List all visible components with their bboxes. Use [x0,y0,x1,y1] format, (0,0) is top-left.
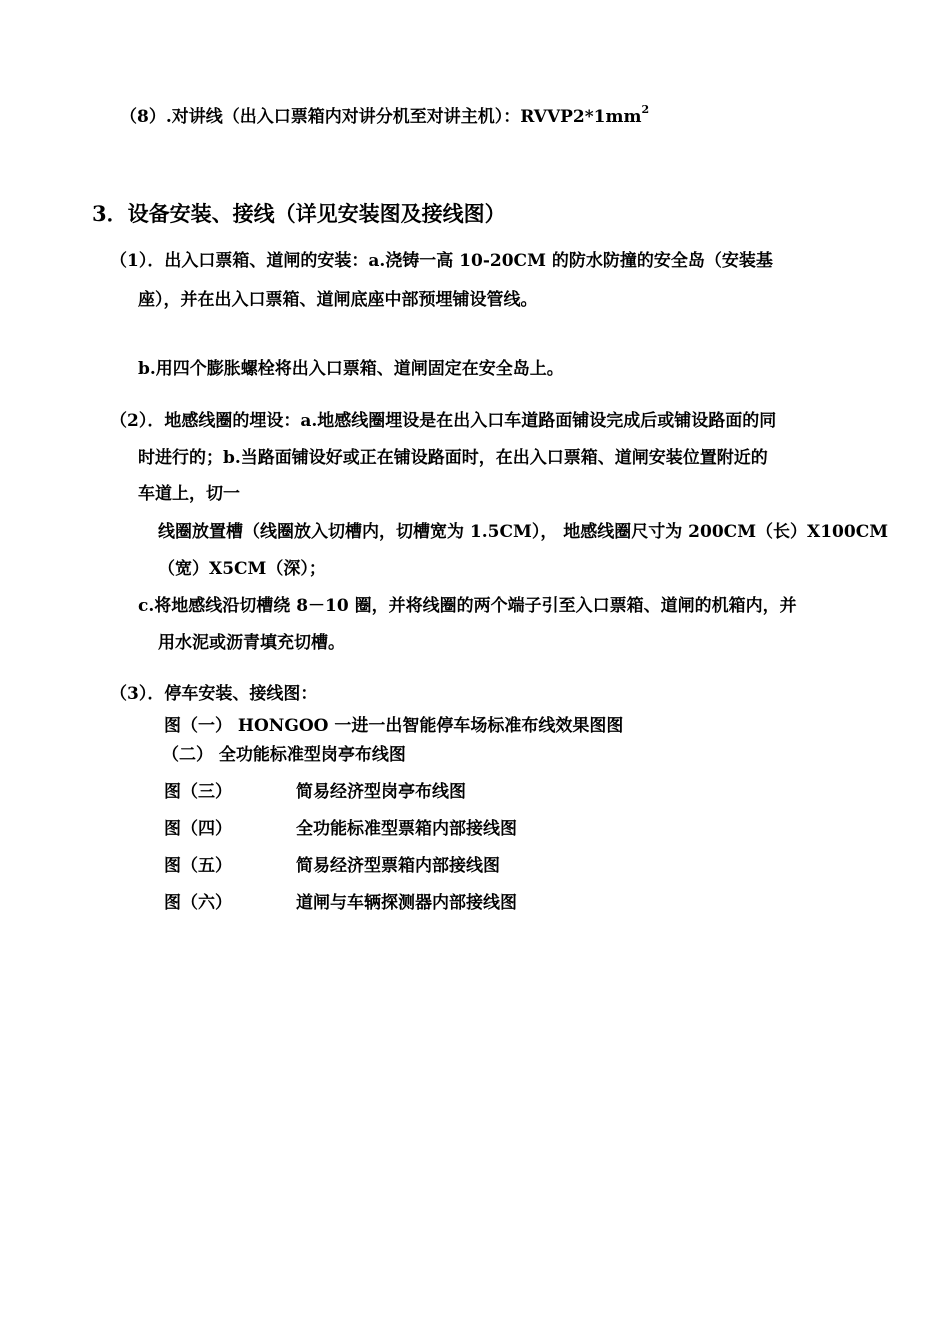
s3-title: （3）．停车安装、接线图： [110,684,318,704]
figure-4-caption [164,818,517,840]
figure-1-caption: 图（一） HONGOO 一进一出智能停车场标准布线效果图图 [164,716,624,736]
s2-paragraph-line2: 时进行的；b.当路面铺设好或正在铺设路面时，在出入口票箱、道闸安装位置附近的 [138,448,768,468]
s2-paragraph-line1: （2）．地感线圈的埋设：a.地感线圈埋设是在出入口车道路面铺设完成后或铺设路面的同 [110,411,777,431]
figure-2-caption: （二） 全功能标准型岗亭布线图 [162,745,406,765]
figure-title: 道闸与车辆探测器内部接线图 [296,893,517,913]
figure-6-caption [164,892,517,914]
s2-item-c-line1: c.将地感线沿切槽绕 8－10 圈，并将线圈的两个端子引至入口票箱、道闸的机箱内，并 [138,596,797,616]
s2-paragraph-line3: 车道上，切一 [138,484,240,504]
s2-item-c-line2: 用水泥或沥青填充切槽。 [158,633,345,653]
figure-5-caption [164,855,500,877]
figure-title: 简易经济型岗亭布线图 [296,782,466,802]
figure-label: 图（六） [164,893,232,913]
s2-paragraph-line5: （宽）X5CM（深）； [158,559,326,579]
s1-paragraph-line1: （1）．出入口票箱、道闸的安装：a.浇铸一高 10-20CM 的防水防撞的安全岛（安装基 [110,251,773,271]
item-8-intercom-cable [120,103,650,128]
figure-3-caption [164,781,466,803]
item-8-text: （8）.对讲线（出入口票箱内对讲分机至对讲主机）：RVVP2*1mm [120,107,642,127]
figure-label: 图（四） [164,819,232,839]
s1-paragraph-line2: 座），并在出入口票箱、道闸底座中部预埋铺设管线。 [138,290,538,310]
figure-label: 图（五） [164,856,232,876]
figure-label: 图（三） [164,782,232,802]
section-3-title: 3．设备安装、接线（详见安装图及接线图） [92,201,506,226]
figure-title: 简易经济型票箱内部接线图 [296,856,500,876]
superscript: 2 [641,103,650,116]
s1-item-b: b.用四个膨胀螺栓将出入口票箱、道闸固定在安全岛上。 [138,359,564,379]
s2-paragraph-line4: 线圈放置槽（线圈放入切槽内，切槽宽为 1.5CM）， 地感线圈尺寸为 200CM（长）X100CM [158,522,889,542]
figure-title: 全功能标准型票箱内部接线图 [296,819,517,839]
